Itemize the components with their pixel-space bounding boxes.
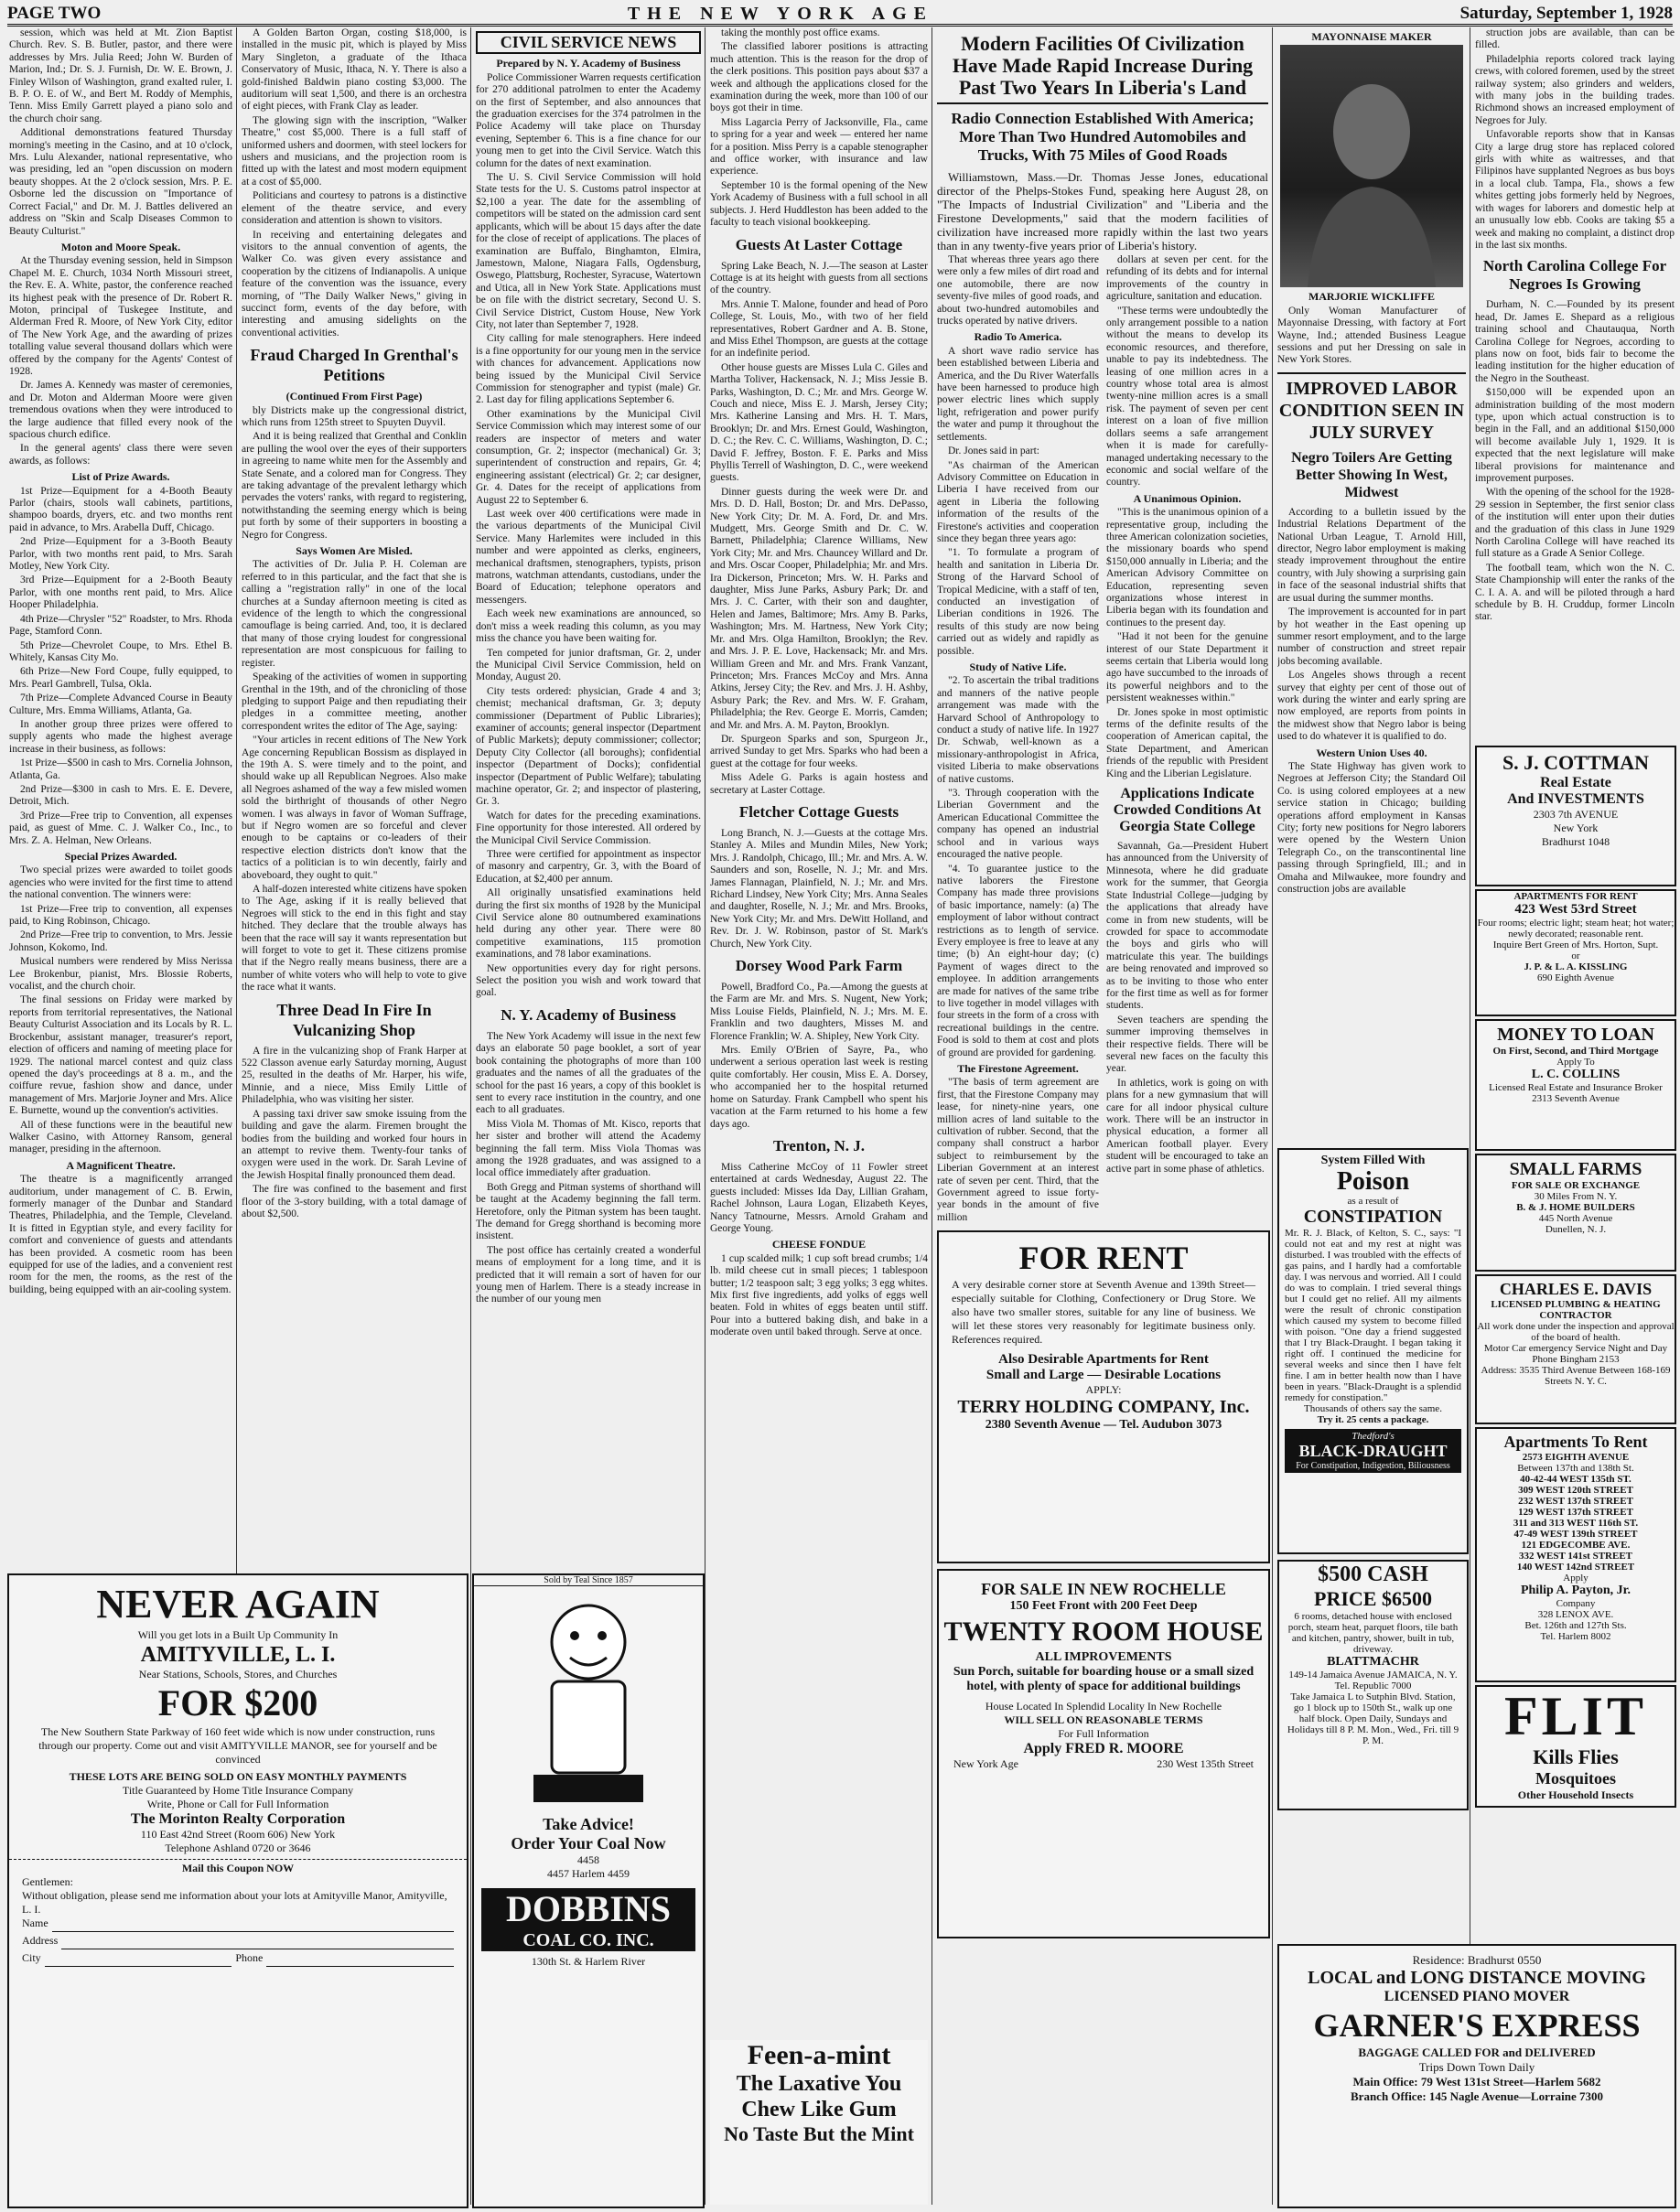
ad-line: 2380 Seventh Avenue — Tel. Audubon 3073 — [985, 1418, 1222, 1432]
article-text: bly Districts make up the congressional district, which runs from 125th street to Spuyten Duyvil. — [242, 404, 467, 428]
address-field[interactable] — [61, 1936, 454, 1949]
ad-line: LOCAL and LONG DISTANCE MOVING — [1308, 1968, 1646, 1988]
subheading: A Magnificent Theatre. — [66, 1158, 176, 1172]
ad-line: COAL CO. INC. — [481, 1930, 695, 1951]
article-text: The improvement is accounted for in part by hot weather in the East opening up summer resort employment, and to the large number of construction and street repair jobs becoming available. — [1277, 607, 1466, 667]
civil-service-banner: CIVIL SERVICE NEWS — [476, 31, 701, 54]
headline: Dorsey Wood Park Farm — [735, 957, 903, 975]
ad-title: APARTMENTS FOR RENT — [1513, 891, 1638, 902]
ad-line: Four rooms; electric light; steam heat; hot water; newly decorated; reasonable rent. — [1477, 918, 1675, 940]
ad-company: BLATTMACHR — [1327, 1655, 1419, 1669]
article-text: A fire in the vulcanizing shop of Frank Harper at 522 Classon avenue early Saturday morning, August 25, resulted in the deaths of Mr. Harper, his wife, Minnie, and a niece, Miss Emily Little of Philadelphia, who was visiting her sister. — [242, 1045, 467, 1106]
article-text: That whereas three years ago there were only a few miles of dirt road and one automobile, there are now seventy-five miles of good roads, and about two-hundred automobiles and trucks operated by native drivers. — [937, 254, 1099, 328]
subheading: Study of Native Life. — [969, 660, 1067, 673]
name-label: Name — [22, 1917, 48, 1929]
article-text: The activities of Dr. Julia P. H. Coleman are referred to in this particular, and the fact that she is calling a "registration rally" in one of the local churches at a Sunday afternoon meeting is cited as evidence of the length to which the congressional camouflage is being carried. And, too, it is declared that many of those crying loudest for congressional representation are most conspicuous for failing to register. — [242, 559, 467, 669]
ad-line: Motor Car emergency Service Night and Day — [1483, 1343, 1668, 1354]
ad-charles-davis — [1475, 1274, 1676, 1424]
ad-line: Kills Flies — [1533, 1745, 1619, 1768]
article-text: The classified laborer positions is attracting much attention. This is the reason for the drop of the clerk positions. This position pays about $37 a week and although the applications closed for the examination during the week, more than 100 of our boys got their in time. — [710, 41, 928, 114]
article-lede: Williamstown, Mass.—Dr. Thomas Jesse Jones, educational director of the Phelps-Stokes Fund, speaking here August 28, on "The Impacts of Industrial Civilization" and "Liberia and the Firestone Developments," said that the modern facilities of civilization have increased more rapidly within the last two years than in any twenty-five years prior of Liberia's history. — [937, 170, 1268, 252]
city-label: City — [22, 1951, 41, 1964]
ad-line: No Taste But the Mint — [724, 2122, 914, 2145]
ad-feenamint — [710, 2040, 928, 2205]
apartment-list — [1477, 1452, 1675, 1573]
coupon-greeting: Gentlemen: — [22, 1875, 73, 1888]
subheading: Special Prizes Awarded. — [64, 850, 178, 863]
portrait-icon — [1280, 45, 1463, 287]
article-text: In another group three prizes were offered to supply agents who made the highest average increase in their business, as follows: — [9, 718, 232, 755]
article-text: Miss Adele G. Parks is again hostess and secretary at Laster Cottage. — [710, 772, 928, 796]
ad-line: Tel. Republic 7000 — [1334, 1680, 1412, 1691]
article-text: Each week new examinations are announced, so don't miss a week reading this column, as you may miss the chance you have been waiting for. — [476, 608, 701, 645]
article-text: Miss Viola M. Thomas of Mt. Kisco, reports that her sister and brother will attend the Academy beginning the fall term. Miss Viola Thomas was among the 1928 graduates, and was assigned to a local office immediately after graduation. — [476, 1118, 701, 1179]
article-text: Additional demonstrations featured Thursday morning's meeting in the Casino, and at 10 o'clock, Mrs. Lulu Alexander, national representative, who was presiding, led an "open discussion on modern beauty shoppes. At the 2 o'clock session, Mrs. P. E. Osborne led the discussion on "Importance of Correct Facial," and Dr. M. J. Battles delivered an address on "Skin and Scalp Diseases Common to Beauty Culturist." — [9, 127, 232, 237]
ad-line: The Laxative You Chew Like Gum — [736, 2072, 902, 2121]
article-text: Politicians and courtesy to patrons is a distinctive element of the theatre service, and every consideration and attention is shown to visitors. — [242, 190, 467, 227]
ad-line: ALL IMPROVEMENTS — [1035, 1650, 1172, 1664]
article-text: Ten competed for junior draftsman, Gr. 2, under the Municipal Civil Service Commission, held on Monday, August 20. — [476, 647, 701, 683]
ad-text: Mr. R. J. Black, of Kelton, S. C., says: "I could not eat and my rest at night was disturbed. I was troubled with the effects of gas pains, and I hardly had a comfortable day. I was nervous and worried. All I could do was to complain. I tried several things but I could get no relief. All my ailments were the result of chronic constipation which caused my system to become filled with poison. "One day a friend suggested that I try Black-Draught. I began taking it right off. I continued the medicine for several weeks and since then I have felt fine. I am in better health now than I have been in years. "Black-Draught is a splendid remedy for constipation." — [1285, 1228, 1461, 1403]
apartment-address: 40-42-44 WEST 135th ST. — [1520, 1474, 1632, 1485]
subheading: The Firestone Agreement. — [957, 1062, 1079, 1075]
article-text: A Golden Barton Organ, costing $18,000, is installed in the music pit, which is played by Miss Mary Singleton, a graduate of the Ithaca Conservatory of Music, Ithaca, N. Y. There is also a gold-finished Baldwin piano costing $3,000. The auditorium will seat 1,500, and there is an orchestra of eight pieces, with Frank Clay as leader. — [242, 27, 467, 113]
article-text: "Had it not been for the genuine interest of our State Department it seems certain that Liberia would long ago have succumbed to the inroads of its powerful neighbors and to the persistent weaknesses within." — [1106, 631, 1268, 704]
column-4 — [710, 27, 928, 2205]
apartment-address: 2573 EIGHTH AVENUE — [1522, 1452, 1630, 1463]
ad-price: FOR $200 — [157, 1682, 318, 1723]
article-text: 2nd Prize—$300 in cash to Mrs. E. E. Devere, Detroit, Mich. — [9, 783, 232, 808]
article-text: A half-dozen interested white citizens have spoken to The Age, asking if it is really believed that Negroes will stick to the end in this fight and stay hitched. They declare that the trouble always has been that the race will say it wants representation but will forget to vote to get it. These citizens promise that if the Negro really means business, there are a number of white voters who will help to vote to give the race what it wants. — [242, 884, 467, 993]
article-subcolumns — [937, 254, 1268, 1226]
article-text: Seven teachers are spending the summer improving themselves in their respective fields. There will be several new faces on the faculty this year. — [1106, 1014, 1268, 1075]
ad-line: For Full Information — [1058, 1727, 1149, 1740]
article-text: "This is the unanimous opinion of a representative group, including the three American colonization societies, the missionary boards who spend $150,000 annually in Liberia; and the American Advisory Committee on Education, representing seven organizations whose interest in Liberia began with its foundation and continues to the present day. — [1106, 507, 1268, 628]
ad-title: DOBBINS — [481, 1888, 695, 1930]
article-text: 5th Prize—Chevrolet Coupe, to Mrs. Ethel B. Whitely, Kansas City Mo. — [9, 639, 232, 663]
article-text: Two special prizes were awarded to toilet goods agencies who were invited for the first time to attend the national convention. The winners were: — [9, 864, 232, 901]
article-text: New opportunities every day for right persons. Select the position you wish and work toward that goal. — [476, 962, 701, 999]
article-text: Dinner guests during the week were Dr. and Mrs. D. D. Hall, Boston; Dr. and Mrs. DePasso, New York City; Dr. M. A. Ford, Dr. and Mrs. Mudgett, Mrs. George Smith and Dr. C. W. Barnett, Philadelphia; Clarence Williams, New York City; Mr. and Mrs. Chauncey Willard and Dr. and Mrs. Oscar Cooper, Philadelphia; Mr. and Mrs. Ira Dickerson, Princeton; Mrs. W. H. Parks and daughter, Miss June Parks, Asbury Park; Dr. and Mrs. J. C. Carter, with their son and daughter, Helen and James, Baltimore; Mrs. Amy B. Parks, Washington; Mrs. M. Hartness, New York City; Mr. and Mrs. Olga Hamilton, Brooklyn; the Rev. and Mrs. J. P. E. Love, Hackensack; Mr. and Mrs. William Green and Mr. and Mrs. Frank Vanzant, Princeton; Mrs. Frances McCoy and Mrs. Anna Atkins, Jersey City; the Rev. and Mrs. J. H. Ashby, Asbury Park; the Rev. and Mrs. W. F. Graham, Philadelphia; the Rev. George E. Morris, Camden; and Mr. and Mrs. A. M. Payton, Brooklyn. — [710, 486, 928, 731]
ad-line: WILL SELL ON REASONABLE TERMS — [1004, 1713, 1203, 1726]
article-text: Unfavorable reports show that in Kansas City a large drug store has replaced colored girls with white as waitresses, and that Filipinos have supplanted Negroes as bus boys in a local club. Tampa, Fla., shows a few whites getting jobs formerly held by Negroes, with wages for laborers and domestic help at an unusually low ebb. Cooks are taking $5 a week and making no complaint, a distinct drop in the last six months. — [1475, 129, 1675, 251]
ad-line: L. C. COLLINS — [1531, 1068, 1621, 1081]
phone-field[interactable] — [266, 1953, 454, 1967]
article-text: struction jobs are available, than can be filled. — [1475, 27, 1675, 51]
ad-line: The New Southern State Parkway of 160 feet wide which is now under construction, runs through our property. Come out and visit AMITYVILLE MANOR, see for yourself and be convinced — [38, 1725, 437, 1766]
article-text: Both Gregg and Pitman systems of shorthand will be taught at the Academy beginning the fall term. Heretofore, only the Pitman system has been taught. The demand for Gregg shorthand is becoming more insistent. — [476, 1181, 701, 1242]
ad-text: A very desirable corner store at Seventh Avenue and 139th Street—especially suitable for Clothing, Confectionery or Drug Store. We also have two smaller stores, suitable for any line of business. We will let these stores very reasonably for legitimate business only. References required. — [952, 1278, 1255, 1346]
ad-price: PRICE $6500 — [1314, 1587, 1432, 1610]
ad-line: 2313 Seventh Avenue — [1532, 1093, 1620, 1104]
ad-line: 150 Feet Front with 200 Feet Deep — [1009, 1599, 1198, 1613]
ad-line: J. P. & L. A. KISSLING — [1524, 961, 1628, 972]
article-text: The State Highway has given work to Negroes at Jefferson City; the Standard Oil Co. is using colored employees at a new service station in Chicago; building operations afford employment in Kansas City; forty new positions for Negro laborers were opened by the Western Union Telegraph Co., on the transcontinental line passing through Springfield, Ill.; and in Omaha and Milwaukee, more foundry and construction jobs are available — [1277, 760, 1466, 896]
article-text: At the Thursday evening session, held in Simpson Chapel M. E. Church, 1034 North Missouri street, the Rev. E. A. White, pastor, the conference reached its highest peak with the presence of Dr. Robert R. Moton, principal of Tuskegee Institute, and Alderman Fred R. Moore, of New York City, editor of The New York Age, and the awarding of prizes totalling value several thousand dollars which were offered by the company for the Agents' Contest of 1928. — [9, 255, 232, 377]
ad-line: Telephone Ashland 0720 or 3646 — [165, 1842, 311, 1854]
ad-text: 6 rooms, detached house with enclosed porch, steam heat, parquet floors, tile bath and kitchen, pantry, shower, built in tub, driveway. — [1287, 1611, 1459, 1655]
ad-title: NEVER AGAIN — [96, 1582, 380, 1627]
ad-title: MONEY TO LOAN — [1497, 1025, 1654, 1045]
article-text: 1st Prize—Free trip to convention, all expenses paid, to King Robinson, Chicago. — [9, 903, 232, 928]
article-text: In the general agents' class there were seven awards, as follows: — [9, 443, 232, 467]
ad-title: TWENTY ROOM HOUSE — [943, 1616, 1264, 1647]
recipe-title: CHEESE FONDUE — [771, 1238, 867, 1251]
ad-title: Apartments To Rent — [1503, 1433, 1648, 1451]
ad-line: 130th St. & Harlem River — [531, 1955, 646, 1968]
ad-footer — [939, 1757, 1268, 1771]
article-text: 3rd Prize—Equipment for a 2-Booth Beauty Parlor, with one months rent paid, to Mrs. Alice Hooper Philadelphia. — [9, 574, 232, 611]
article-text: City calling for male stenographers. Here indeed is a fine opportunity for our young men in the service with chances for advancement. Applications now being issued by the Municipal Civil Service Commission for stenographer and typist (male) Gr. 2. Last day for filing applications September 6. — [476, 333, 701, 406]
ad-title: FLIT — [1503, 1686, 1648, 1746]
article-text: "The basis of term agreement are first, that the Firestone Company may lease, for ninety-nine years, one million acres of land suitable to the cultivation of rubber. Second, that the company shall construct a harbor subject to reimbursement by the Liberian Government at an interest rate of seven per cent. Third, that the Government agreed to issue forty-year bonds in the amount of five million — [937, 1077, 1099, 1223]
ad-line: All work done under the inspection and approval of the board of health. — [1477, 1321, 1675, 1343]
ad-line: 4458 — [577, 1853, 599, 1866]
ad-line: Take Advice! — [543, 1815, 634, 1833]
ad-line: 110 East 42nd Street (Room 606) New York — [140, 1828, 336, 1841]
article-text: Mrs. Emily O'Brien of Sayre, Pa., who underwent a serious operation last week is resting quite comfortably. Her cousin, Miss E. A. Dorsey, who accompanied her to the hospital returned home on Saturday. Frank Campbell who spent his vacation at the Farm returned to his home a few days ago. — [710, 1045, 928, 1130]
ad-company: TERRY HOLDING COMPANY, Inc. — [957, 1397, 1250, 1417]
article-text: dollars at seven per cent. for the refunding of its debts and for internal improvements of the country in agriculture, sanitation and education. — [1106, 254, 1268, 303]
article-text: The final sessions on Friday were marked by reports from territorial representatives, the National Beauty Culturist Association and its Locals by R. L. Brockenbur, assistant manager, treasurer's report, election of officers and naming of meeting place for 1929. The national marcel contest and quiz class opened the day's proceedings at 8 a. m., and the coiffure revue, fashion show and dance, under management of Mrs. Marjorie Joyner and Mrs. Alice E. Burnette, wound up the convention's activities. — [9, 994, 232, 1117]
ad-title: Poison — [1336, 1167, 1410, 1196]
apartment-address: 47-49 WEST 139th STREET — [1513, 1529, 1638, 1540]
ad-line: Inquire Bert Green of Mrs. Horton, Supt. — [1492, 940, 1659, 950]
ad-line: FOR SALE OR EXCHANGE — [1511, 1180, 1641, 1191]
column-6 — [1277, 27, 1466, 1139]
headline: IMPROVED LABOR CONDITION SEEN IN JULY SURVEY — [1277, 372, 1466, 444]
article-text: Powell, Bradford Co., Pa.—Among the guests at the Farm are Mr. and Mrs. S. Nugent, New York; Miss Louise Fields, Plainfield, N. J.; Mrs. M. E. Franklin and two daughters, Misses M. and Florence Franklin; W. A. Shipley, New York City. — [710, 982, 928, 1042]
ad-company: Philip A. Payton, Jr. — [1520, 1584, 1632, 1597]
coal-mascot-icon — [506, 1592, 671, 1811]
ad-line: 423 West 53rd Street — [1514, 902, 1637, 917]
article-text: taking the monthly post office exams. — [721, 27, 880, 38]
ad-new-rochelle — [937, 1569, 1270, 1938]
ad-line: Apply FRED R. MOORE — [1023, 1741, 1184, 1756]
apartment-address: 311 and 313 WEST 116th ST. — [1513, 1518, 1639, 1529]
article-text: "As chairman of the American Advisory Committee on Education in Liberia I have received from our agent in Liberia the following information of the results of the Firestone's activities and cooperation since they began three years ago: — [937, 459, 1099, 544]
article-text: All of these functions were in the beautiful new Walker Casino, with Attorney Ransom, general manager, presiding in the afternoon. — [9, 1119, 232, 1155]
article-text: Dr. James A. Kennedy was master of ceremonies, and Dr. Moton and Alderman Moore were given tremendous ovations when they were introduced to the large audience that filled every nook of the spacious church edifice. — [9, 380, 232, 440]
ad-line: FOR SALE IN NEW ROCHELLE — [981, 1580, 1226, 1598]
ad-line: 149-14 Jamaica Avenue JAMAICA, N. Y. — [1288, 1670, 1458, 1680]
article-text: All originally unsatisfied examinations held during the first six months of 1928 by the Municipal Civil Service alone 80 outnumbered examinations held during any other year. There were 80 competitive examinations, 115 promotion examinations, and 78 labor examinations. — [476, 887, 701, 961]
article-text: A short wave radio service has been established between Liberia and America, and the Du River Waterfalls have been harnessed to produce high power electric lines which supply light, refrigeration and power purify the water and pump it throughout the settlements. — [937, 345, 1099, 443]
continuation-note: (Continued From First Page) — [285, 390, 423, 403]
ad-payton-apartments — [1475, 1427, 1676, 1682]
ad-line: THESE LOTS ARE BEING SOLD ON EASY MONTHLY PAYMENTS — [69, 1770, 407, 1783]
headline: North Carolina College For Negroes Is Growing — [1482, 257, 1667, 294]
ad-apartments-53rd — [1475, 889, 1676, 1016]
headline: Fraud Charged In Grenthal's Petitions — [250, 346, 458, 385]
article-text: 1st Prize—$500 in cash to Mrs. Cornelia Johnson, Atlanta, Ga. — [9, 757, 232, 781]
ad-line: Company — [1556, 1598, 1596, 1609]
ad-line: Title Guaranteed by Home Title Insurance Company — [122, 1784, 354, 1797]
ad-for-rent — [937, 1230, 1270, 1563]
photo-title: MAYONNAISE MAKER — [1311, 30, 1432, 43]
column-1 — [9, 27, 232, 1564]
article-text: A passing taxi driver saw smoke issuing from the building and gave the alarm. Firemen brought the bodies from the building and worked four hours in an attempt to revive them. Twenty-four tanks of oxygen were used in the work. Dr. Sarah Levine of the Jewish Hospital finally pronounced them dead. — [242, 1108, 467, 1181]
ad-title: Feen-a-mint — [747, 2040, 891, 2070]
article-subcolumn — [937, 254, 1099, 1226]
ad-line: Other Household Insects — [1517, 1788, 1634, 1801]
ad-line: House Located In Splendid Locality In New Rochelle — [985, 1700, 1222, 1713]
coupon-text: Without obligation, please send me information about your lots at Amityville Manor, Amityville, L. I. — [22, 1889, 447, 1916]
coupon-form — [9, 1875, 467, 1969]
column-5 — [937, 27, 1268, 1235]
ad-line: Thousands of others say the same. — [1304, 1403, 1442, 1414]
ad-line: APPLY: — [1085, 1383, 1122, 1396]
subheading: List of Prize Awards. — [71, 470, 170, 484]
ad-line: 2303 7th AVENUE — [1533, 808, 1619, 821]
article-text: The post office has certainly created a wonderful means of employment for a long time, and it is predicted that it will remain a sort of haven for our young men of Harlem. There is a steady increase in the number of our young men — [476, 1244, 701, 1305]
ad-line: Sold by Teal Since 1857 — [474, 1575, 703, 1586]
article-text: City tests ordered: physician, Grade 4 and 3; chemist; mechanical draftsman, Gr. 3; deputy commissioner (Department of Public Libraries); examiner of accounts; general inspector (Department of Public Markets); deputy commissioner; collector; Deputy City Collector (all boroughs); confidential inspector (Department of Docks); confidential inspector (Department of Public Welfare); tabulating machine operator, Gr. 2; and inspector of plastering, Gr. 3. — [476, 685, 701, 808]
article-text: 2nd Prize—Equipment for a 3-Booth Beauty Parlor, with two months rent paid, to Mrs. Sarah Motley, New York City. — [9, 536, 232, 573]
article-text: Dr. Spurgeon Sparks and son, Spurgeon Jr., arrived Sunday to get Mrs. Sparks who had been a guest at the cottage for four weeks. — [710, 733, 928, 769]
article-text: Police Commissioner Warren requests certification for 270 additional patrolmen to enter the Academy on the first of September, and also announces that the graduation exercises for the 374 patrolmen in the Police Academy will take place on Thursday evening, September 6. This is a fine chance for our young men to get into the Civil Service. Watch this column for the dates of next examination. — [476, 71, 701, 169]
article-text: $150,000 will be expended upon an administration building of the most modern type, upon which actual construction is to begin in the Fall, and an additional $150,000 will become available July 1, 1929. It is expected that the next legislature will make liberal provisions for maintenance and improvement purposes. — [1475, 387, 1675, 484]
ad-line: New York — [1553, 821, 1599, 834]
brand-name: BLACK-DRAUGHT — [1298, 1442, 1448, 1460]
headline: Three Dead In Fire In Vulcanizing Shop — [276, 1000, 432, 1039]
article-text: Speaking of the activities of women in supporting Grenthal in the 19th, and of the chronicling of those pledging to support Paige and then repudiating their pledges in a committee meeting, another correspondent writes the editor of The Age, saying: — [242, 671, 467, 732]
ad-line: Near Stations, Schools, Stores, and Churches — [138, 1668, 338, 1680]
subheadline: Radio Connection Established With America; More Than Two Hundred Automobiles and Trucks, With 75 Miles of Good Roads — [951, 110, 1255, 164]
ad-line: Try it. 25 cents a package. — [1317, 1414, 1429, 1425]
city-phone-row — [22, 1951, 454, 1969]
subheading: Radio To America. — [974, 330, 1062, 344]
apartment-address: 129 WEST 137th STREET — [1518, 1507, 1633, 1518]
article-text: Spring Lake Beach, N. J.—The season at Laster Cottage is at its height with guests from all sections of the country. — [710, 260, 928, 296]
apartment-address: 121 EDGECOMBE AVE. — [1521, 1540, 1631, 1551]
ad-small-farms — [1475, 1154, 1676, 1272]
ad-black-draught — [1277, 1148, 1469, 1554]
ad-title: S. J. COTTMAN — [1502, 751, 1650, 774]
article-text: With the opening of the school for the 1928-29 session in September, the first senior class of the institution will enter upon their duties and the graduation of this class in June 1929 North Carolina College will have reached its full stature as a Grade A Senior College. — [1475, 487, 1675, 560]
article-text: 3rd Prize—Free trip to Convention, all expenses paid, as guest of Mme. C. J. Walker Co., Inc., to Mrs. Z. A. Helman, New Orleans. — [9, 810, 232, 846]
column-rule — [1272, 27, 1273, 2205]
headline: Modern Facilities Of Civilization Have Made Rapid Increase During Past Two Years In Liberia's Land — [937, 33, 1268, 104]
ad-title: SMALL FARMS — [1509, 1159, 1642, 1179]
ad-line: or — [1571, 950, 1580, 961]
ad-title: FOR RENT — [1018, 1240, 1189, 1276]
ad-line: On First, Second, and Third Mortgage — [1492, 1046, 1659, 1057]
article-text: Miss Lagarcia Perry of Jacksonville, Fla., came to spring for a year and week — entered her name for a position. Miss Perry is a capable stenographer and office worker, with insurance and law experience. — [710, 116, 928, 177]
ad-line: Phone Bingham 2153 — [1532, 1354, 1620, 1365]
headline: N. Y. Academy of Business — [501, 1005, 676, 1024]
headline: Fletcher Cottage Guests — [738, 802, 899, 821]
article-text: "4. To guarantee justice to the native laborers the Firestone Company has made three provisions of basic importance, namely: (a) The employment of labor without contract restrictions as to length of service. Every employee is free to leave at any time; (b) An eight-hour day; (c) Payment of wages direct to the employee. In addition arrangements are made for natives of the same tribe to live together in model villages with four streets in the form of a cross with recreational buildings in the centre. Food is sold to them at cost and plots of ground are provided for gardening. — [937, 863, 1099, 1058]
ad-line: Small and Large — Desirable Locations — [985, 1368, 1222, 1382]
byline: Prepared by N. Y. Academy of Business — [496, 57, 681, 70]
article-text: 2nd Prize—Free trip to convention, to Mrs. Jessie Johnson, Kokomo, Ind. — [9, 929, 232, 953]
article-text: Other house guests are Misses Lula C. Giles and Martha Toliver, Hackensack, N. J.; Miss Jessie B. Parks, Washington, D. C.; Mr. and Mrs. George W. Couch and niece, Miss E. J. Marsh, Jersey City; Mrs. Katherine Lansing and Mrs. H. T. Mars, Brooklyn; Dr. and Mrs. Ernest Gould, Washington, D. C.; the Rev. C. C. Williams, Washington, D. C.; David F. Jeffrey, Boston. F. E. Parks and Miss Phyllis Terrell of Washington, D. C., were weekend guests. — [710, 361, 928, 484]
ad-line: Residence: Bradhurst 0550 — [1412, 1953, 1542, 1967]
apartment-address: Between 137th and 138th St. — [1517, 1463, 1634, 1474]
ad-line: 328 LENOX AVE. — [1537, 1609, 1614, 1620]
headline: Trenton, N. J. — [773, 1136, 865, 1154]
article-text: The New York Academy will issue in the next few days an elaborate 50 page booklet, a sort of year book containing the photographs of more than 100 graduates and the names of all the graduates of the school for the past 16 years, a copy of this booklet is sent to every race institution in the country, and one each to all graduates. — [476, 1030, 701, 1116]
ad-line: AMITYVILLE, L. I. — [140, 1643, 336, 1667]
article-text: In receiving and entertaining delegates and visitors to the annual convention of agents, the Walker Co. was given every assistance and cooperation by the citizens of Indianapolis. A unique feature of the convention was the issuance, every morning, of "The Daily Walker News," giving in succinct form, events of the day before, with interesting and amusing sidelights on the conventional activities. — [242, 229, 467, 338]
ad-line: New York Age — [953, 1757, 1019, 1770]
article-text: The fire was confined to the basement and first floor of the 3-story building, with a total damage of about $2,500. — [242, 1184, 467, 1219]
ad-line: Real Estate — [1540, 775, 1611, 790]
ad-line: BAGGAGE CALLED FOR and DELIVERED — [1358, 2046, 1596, 2059]
ad-line: Bet. 126th and 127th Sts. — [1524, 1620, 1627, 1631]
headline: Applications Indicate Crowded Conditions At Georgia State College — [1113, 786, 1262, 835]
apartment-address: 140 WEST 142nd STREET — [1516, 1562, 1635, 1573]
subheading: Moton and Moore Speak. — [60, 240, 181, 253]
article-text: The glowing sign with the inscription, "Walker Theatre," cost $5,000. There is a full staff of uniformed ushers and doormen, with steel lockers for ushers and musicians, and the projection room is fitted up with the latest and most modern equipment at a cost of $5,000. — [242, 114, 467, 188]
ad-garners-express — [1277, 1944, 1676, 2208]
ad-line: LICENSED PLUMBING & HEATING CONTRACTOR — [1491, 1299, 1661, 1321]
subheading: Says Women Are Misled. — [296, 544, 413, 558]
ad-line: 230 West 135th Street — [1157, 1757, 1254, 1770]
article-text: Other examinations by the Municipal Civil Service Commission which may interest some of our readers are inspector of meters and water consumption, Gr. 2; inspector (mechanical) Gr. 3; superintendent of construction and repairs, Gr. 4; engineering assistant (electrical) Gr. 2; car designer, Gr. 4. Dates for the receipt of applications from August 22 to September 6. — [476, 408, 701, 506]
ad-line: Main Office: 79 West 131st Street—Harlem 5682 — [1352, 2075, 1601, 2089]
article-text: Durham, N. C.—Founded by its present head, Dr. James E. Shepard as a religious training school and Chautauqua, North Carolina College for Negroes, according to plans now on foot, bids fair to become the leading institution for the higher education of the Negro in the Southeast. — [1475, 299, 1675, 384]
ad-line: Licensed Real Estate and Insurance Broker — [1489, 1082, 1663, 1093]
ad-flit — [1475, 1685, 1676, 1808]
ad-line: And INVESTMENTS — [1507, 791, 1644, 807]
article-subcolumn — [1106, 254, 1268, 1226]
article-text: Dr. Jones said in part: — [948, 446, 1039, 457]
article-text: Miss Catherine McCoy of 11 Fowler street entertained at cards Wednesday, August 22. The guests included: Misses Ida Day, Lillian Graham, Rachel Johnson, Laura Logan, Elizabeth Keyes, Nancy Tatnourne, Messrs. Arnold Graham and George Young. — [710, 1161, 928, 1234]
headline: Guests At Laster Cottage — [735, 235, 903, 253]
article-text: Three were certified for appointment as inspector of masonry and carpentry, Gr. 3, with the Board of Education, at $2,400 per annum. — [476, 849, 701, 885]
ad-line: 445 North Avenue — [1538, 1213, 1613, 1224]
ad-jamaica-house — [1277, 1560, 1469, 1810]
ad-line: 30 Miles From N. Y. — [1534, 1191, 1618, 1202]
article-text: And it is being realized that Grenthal and Conklin are pulling the wool over the eyes of their supporters in agreeing to name white men for the Assembly and State Senate, and a colored man for Congress. They are taking advantage of the prevalent lethargy which pervades the voters' ranks, with regard to registering, notwithstanding the seeming energy which is being put forth by some of their supporters in boosting a Negro for Congress. — [242, 431, 467, 541]
ad-line: LICENSED PIANO MOVER — [1384, 1989, 1570, 2004]
article-text: "Your articles in recent editions of The New York Age concerning Republican Bossism as displayed in the 19th A. S. were timely and to the point, and should wake up all Republican Negroes. Also make all Negroes ashamed of the way a few misled women sold the birthright of thousands of other Negro women. I was always in favor of Woman Suffrage, but if Negro women are so forceful and clever enough to be captains or co-leaders of their respective election districts don't know that the tactics of a politician is to win decently, fairly and aboveboard, they ought to quit." — [242, 735, 467, 881]
portrait-photo — [1280, 45, 1463, 287]
apartment-address: 232 WEST 137th STREET — [1518, 1496, 1633, 1507]
apartment-address: 309 WEST 120th STREET — [1518, 1485, 1633, 1496]
ad-line: Address: 3535 Third Avenue Between 168-169 Streets N. Y. C. — [1481, 1365, 1671, 1387]
address-label: Address — [22, 1934, 59, 1947]
article-text: Watch for dates for the preceding examinations. Fine opportunity for those interested. All ordered by the Municipal Civil Service Commission. — [476, 810, 701, 846]
article-text: The theatre is a magnificently arranged auditorium, under management of C. B. Erwin, formerly manager of the Dunbar and Standard Theatres, Philadelphia, and the Temple, Cleveland. It is fitted in Egyptian style, and every facility for comfort and convenience of guests and attendants has been provided. A cosmetic room has been equipped for use of the ladies, and a convenient rest room for the men, the rooms, as the rest of the building, being equipped with an air-cooling system. — [9, 1174, 232, 1295]
column-3 — [476, 27, 701, 1564]
article-text: Los Angeles shows through a recent survey that eighty per cent of those out of work during the winter and early spring are now employed, are reports from points in the midwest show that Negro labor is being used to do whatever it is qualified to do. — [1277, 670, 1466, 743]
caption-name: MARJORIE WICKLIFFE — [1308, 290, 1436, 304]
article-text: Last week over 400 certifications were made in the various departments of the Municipal Civil Service. Many Harlemites were included in this number and were appointed as clerks, engineers, mechanical draftsmen, stenographers, typists, prison matrons, watchman attendants, custodians, under the Board of Education; telephone operators and messengers. — [476, 509, 701, 606]
ad-line: System Filled With — [1320, 1154, 1426, 1167]
black-draught-logo — [1285, 1429, 1461, 1473]
article-text: September 10 is the formal opening of the New York Academy of Business with a full school in all subjects. J. Herd Huddleston has been added to the faculty to teach visional bookkeeping. — [710, 179, 928, 229]
article-text: session, which was held at Mt. Zion Baptist Church. Rev. S. B. Butler, pastor, and there were addresses by Mrs. Julia Reed; John W. Burden of Marion, Ind.; Dr. S. J. Furnish, Dr. W. E. Brown, J. Finley Wilson of Washington, grand exalted ruler, I. B. P. O. E. of W., and Bert M. Roddy of Memphis, Tenn. Miss Emily Garrett played a piano solo and the church choir sang. — [9, 27, 232, 124]
ad-company: The Morinton Realty Corporation — [130, 1811, 346, 1827]
subheadline: Negro Toilers Are Getting Better Showing In West, Midwest — [1291, 449, 1452, 500]
photo-caption: Only Woman Manufacturer of Mayonnaise Dressing, with factory at Fort Wayne, Ind.; attended Business League sessions and put her Dressing on sale in New York Stores. — [1277, 305, 1466, 366]
address-field-row — [22, 1934, 454, 1951]
article-text: In athletics, work is going on with plans for a new gymnasium that will care for all indoor physical culture work. There will be an instructor in physical education, a former all American football player. Every student will be encouraged to take an active part in some phase of athletics. — [1106, 1077, 1268, 1175]
article-text: "1. To formulate a program of health and sanitation in Liberia Dr. Strong of the Harvard School of Tropical Medicine, with a staff of ten, conducted an investigation of Liberian conditions in 1926. The results of this study are now being carried out as widely and rapidly as possible. — [937, 547, 1099, 657]
apartment-address: 332 WEST 141st STREET — [1519, 1551, 1632, 1562]
article-text: "These terms were undoubtedly the only arrangement possible to a nation without the means to develop its economic resources, and therefore, unable to pay its indebtedness. The leasing of one million acres in a country whose total area is almost twenty-nine million acres is a small risk. The payment of seven per cent interest on a loan of five million dollars seems a safe arrangement when it is made for carefully-managed undertaking necessary to the economic and social welfare of the country. — [1106, 305, 1268, 489]
ad-line: Trips Down Town Daily — [1418, 2060, 1535, 2074]
ad-line: Branch Office: 145 Nagle Avenue—Lorraine 7300 — [1351, 2089, 1603, 2103]
name-field-row — [22, 1917, 454, 1934]
article-text: 4th Prize—Chrysler "52" Roadster, to Mrs. Rhoda Page, Stamford Conn. — [9, 613, 232, 638]
column-rule — [470, 27, 471, 2205]
ad-line: Order Your Coal Now — [511, 1834, 666, 1852]
ad-line: Dunellen, N. J. — [1545, 1224, 1607, 1235]
name-field[interactable] — [52, 1918, 454, 1932]
ad-line: 4457 Harlem 4459 — [547, 1867, 630, 1880]
ad-title: CHARLES E. DAVIS — [1499, 1280, 1653, 1298]
ad-line: Apply — [1563, 1573, 1588, 1584]
page-label: PAGE TWO — [7, 4, 102, 23]
article-text: 6th Prize—New Ford Coupe, fully equipped, to Mrs. Pearl Gambrell, Tulsa, Okla. — [9, 666, 232, 690]
phone-label: Phone — [235, 1951, 264, 1964]
city-field[interactable] — [45, 1953, 232, 1967]
article-text: Long Branch, N. J.—Guests at the cottage Mrs. Stanley A. Miles and Mundin Miles, New York; Mrs. J. Randolph, Chicago, Ill.; Mr. and Mrs. A. W. Saunders and son, Roselle, N. J.; Mr. and Mrs. James Flannagan, Plainfield, N. J.; Mr. and Mrs. Richard Lindsey, New York City; Mrs. Anna Seales and daughter, Roselle, N. J.; Mr. and Mrs. Brooks, New York City; Mr. and Mrs. DeWitt Holland, and Rev. Dr. J. W. Robinson, pastor of St. Mark's Church, New York City. — [710, 827, 928, 950]
subheading: Western Union Uses 40. — [1316, 746, 1427, 759]
ad-title: $500 CASH — [1318, 1562, 1428, 1586]
article-text: "3. Through cooperation with the Liberian Government and the American Educational Committee the company has opened an industrial school and in various ways encouraged the native people. — [937, 788, 1099, 861]
ad-line: Take Jamaica L to Sutphin Blvd. Station, go 1 block up to 150th St., walk up one half block. Open Daily, Sundays and Holidays till 8 P. M. Mon., Wed., Fri. till 9 P. M. — [1287, 1691, 1459, 1746]
ad-line: Sun Porch, suitable for boarding house or a small sized hotel, with plenty of space for additional buildings — [953, 1665, 1255, 1693]
ad-dobbins-coal — [472, 1573, 705, 2208]
article-text: According to a bulletin issued by the Industrial Relations Department of the National Urban League, T. Arnold Hill, director, Negro labor employment is making steady improvement throughout the entire country, with July showing a surprising gain in face of the seasonal industrial shifts that are usual during the summer months. — [1277, 506, 1466, 604]
article-text: Savannah, Ga.—President Hubert has announced from the University of Minnesota, where he did graduate work for the summer, that Georgia State Industrial College—judging by the applications that already have come in from new students, will be crowded for space to accommodate the boys and girls who will matriculate this year. The buildings are being renovated and improved so as to be inviting to those who enter for the first time as well as for former students. — [1106, 841, 1268, 1012]
ad-amityville — [7, 1573, 468, 2208]
column-2 — [242, 27, 467, 1564]
ad-line: Mosquitoes — [1535, 1769, 1616, 1788]
ad-line: Write, Phone or Call for Full Information — [146, 1798, 329, 1810]
ad-line: Will you get lots in a Built Up Community In — [137, 1628, 339, 1641]
newspaper-title: THE NEW YORK AGE — [627, 3, 933, 24]
ad-title: CONSTIPATION — [1303, 1207, 1443, 1227]
ad-line: Also Desirable Apartments for Rent — [998, 1352, 1209, 1367]
ad-line: B. & J. HOME BUILDERS — [1516, 1202, 1635, 1213]
column-7 — [1475, 27, 1675, 741]
subheading: A Unanimous Opinion. — [1133, 491, 1242, 505]
ad-money-to-loan — [1475, 1019, 1676, 1151]
ad-title: GARNER'S EXPRESS — [1313, 2007, 1641, 2044]
article-text: The football team, which won the N. C. State Championship will enter the ranks of the C. I. A. A. and will be piloted through a hard schedule by B. H. Cruddup, former Lincoln star. — [1475, 562, 1675, 623]
article-text: Musical numbers were rendered by Miss Nerissa Lee Brokenbur, pianist, Mrs. Blossie Roberts, vocalist, and the church choir. — [9, 956, 232, 993]
masthead — [7, 4, 1673, 27]
ad-line: Apply To — [1556, 1057, 1595, 1068]
article-text: Dr. Jones spoke in most optimistic terms of the definite results of the cooperation of American capital, the State Department, and American friends of the republic with President King and the Liberian Legislature. — [1106, 706, 1268, 779]
article-text: Mrs. Annie T. Malone, founder and head of Poro College, St. Louis, Mo., with two of her field representatives, Robert Gardner and A. B. Stone, and Miss Ethel Thompson, are guests at the cottage for an indefinite period. — [710, 298, 928, 360]
brand-top: Thedford's — [1352, 1431, 1395, 1442]
issue-date: Saturday, September 1, 1928 — [1459, 4, 1673, 23]
ad-line: 690 Eighth Avenue — [1536, 972, 1615, 983]
ad-line: as a result of — [1347, 1196, 1399, 1207]
article-text: The U. S. Civil Service Commission will hold State tests for the U. S. Customs patrol inspector at $2,100 a year. The date for the assembling of competitors will be stated on the admission card sent applicants, which will be about 15 days after the date for the close of receipt of applications. The places of examination are Buffalo, Binghamton, Elmira, Jamestown, Malone, Niagara Falls, Ogdensburg, Oswego, Plattsburg, Rochester, Syracuse, Watertown and Utica, all in New York State. Applications must be on file with the district secretary, Second U. S. Civil Service District, Custom House, New York City, not later than September 7, 1928. — [476, 172, 701, 330]
article-text: 1st Prize—Equipment for a 4-Booth Beauty Parlor (chairs, stools wall cabinets, partitions, shampoo boards, dryers, etc. and two months rent paid in advance, to Mrs. Arabella Duff, Chicago. — [9, 485, 232, 533]
recipe-text: 1 cup scalded milk; 1 cup soft bread crumbs; 1/4 lb. mild cheese cut in small pieces; 1 tablespoon butter; 1/2 teaspoon salt; 3 egg yolks; 3 egg whites. Mix first five ingredients, add yolks of eggs well beaten. Fold in whites of eggs beaten until stiff. Pour into a buttered baking dish, and bake in a moderate oven until baked through. Serve at once. — [710, 1252, 928, 1338]
brand-sub: For Constipation, Indigestion, Biliousness — [1296, 1461, 1450, 1471]
ad-cottman — [1475, 746, 1676, 886]
ad-line: Bradhurst 1048 — [1541, 835, 1610, 848]
article-text: Philadelphia reports colored track laying crews, with colored foremen, used by the street railway system; also grinders and welders, with many jobs in the building trades. Richmond shows an increased employment of Negroes for July. — [1475, 53, 1675, 126]
ad-line: Tel. Harlem 8002 — [1540, 1631, 1611, 1642]
article-text: "2. To ascertain the tribal traditions and manners of the native people arrangement was made with the Harvard School of Anthropology to conduct a study of native life. In 1927 Dr. Schwab, well-known as a missionary-anthropologist in Africa, visited Liberia to make observations of native customs. — [937, 675, 1099, 785]
coupon-heading: Mail this Coupon NOW — [9, 1859, 467, 1875]
article-text: 7th Prize—Complete Advanced Course in Beauty Culture, Mrs. Emma Williams, Atlanta, Ga. — [9, 693, 232, 716]
